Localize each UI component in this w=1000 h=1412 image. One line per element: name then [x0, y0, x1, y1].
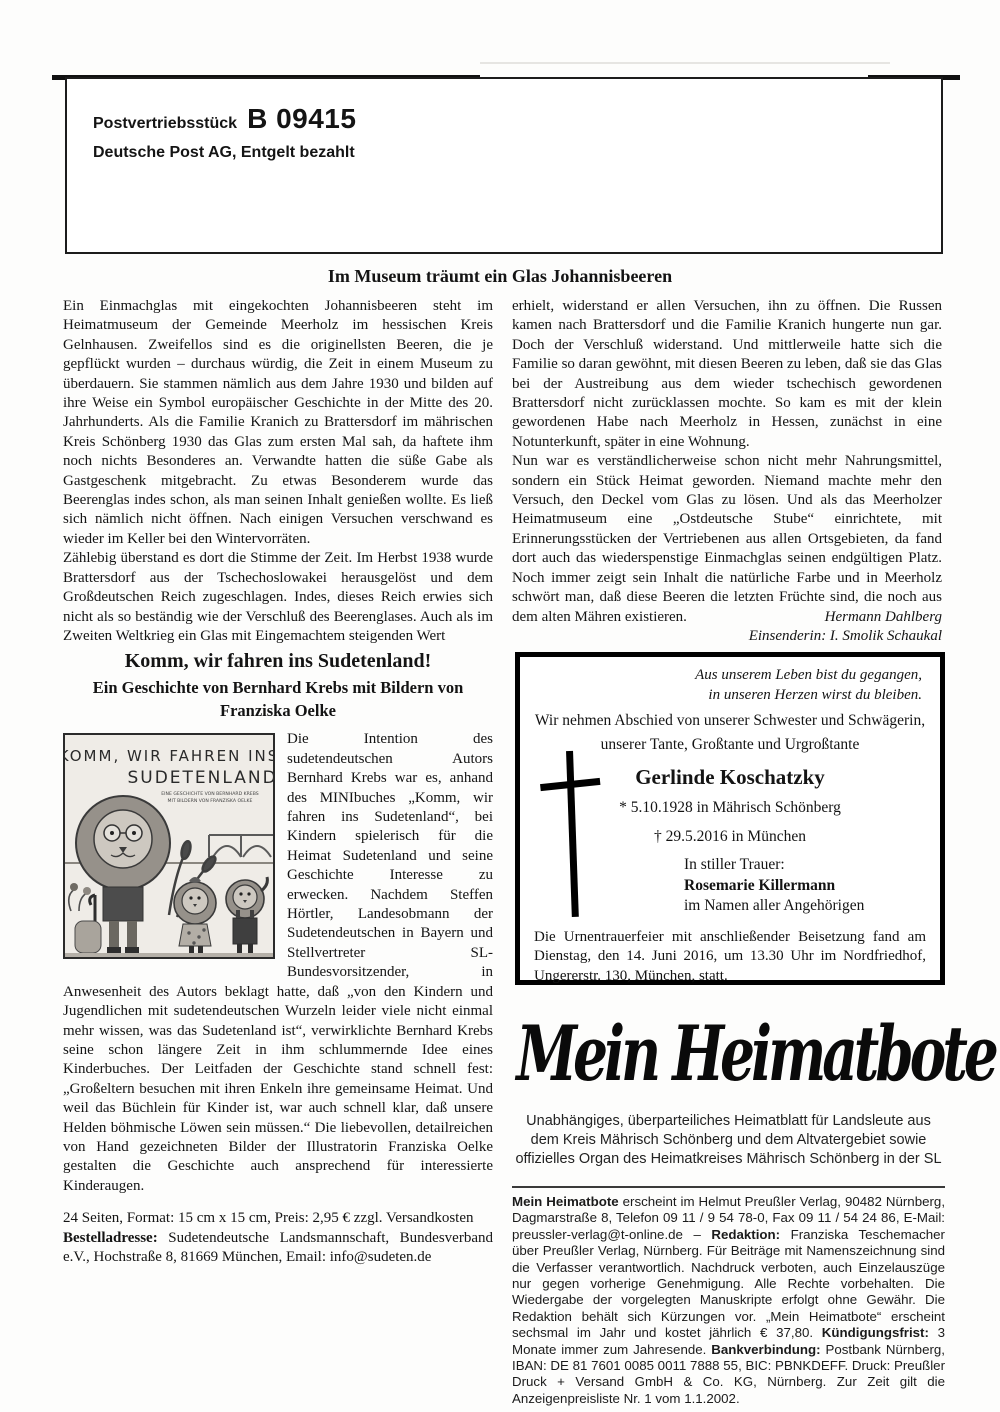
postal-notice-content [67, 79, 941, 162]
imprint-divider [512, 1186, 945, 1188]
tagline-line1: Unabhängiges, überparteiliches Heimatblatt für Landsleute aus [526, 1113, 931, 1129]
imprint-redaktion-label: Redaktion: [711, 1226, 781, 1242]
book-cover-illustration [65, 735, 273, 957]
postal-code: B 09415 [247, 103, 357, 134]
museum-paragraph-3: erhielt, widerstand er allen Versuchen, ihn zu öffnen. Die Russen kamen nach Brattersdorf und die Familie Kranich hungerte nun gar. Doch der Verschluß widerstand. Und mittlerweile hatte sich die Familie so daran gewöhnt, mit diesen Beeren zu leben, daß sie das Glas bei der Austreibung aus dem wieder tschechisch gewordenen Brattersdorf nicht zurücklassen mochte. So kam es mit der klein gewordenen Habe nach Meerholz in Hessen, zunächst in eine Notunterkunft, später in eine Wohnung. [512, 298, 942, 450]
imprint-text [512, 1194, 945, 1407]
mourning-intro: In stiller Trauer: [684, 856, 785, 873]
obituary-epitaph-line2: in unseren Herzen wirst du bleiben. [708, 687, 922, 703]
obituary-died-line: † 29.5.2016 in München [654, 828, 806, 845]
postal-paid-line: Deutsche Post AG, Entgelt bezahlt [93, 144, 355, 161]
museum-article-title: Im Museum träumt ein Glas Johannisbeeren [327, 266, 673, 286]
tagline-line3: offizielles Organ des Heimatkreises Mährisch Schönberg in der SL [515, 1151, 942, 1167]
masthead [512, 1010, 995, 1169]
sudetenland-subtitle: Ein Geschichte von Bernhard Krebs mit Bildern von Franziska Oelke [92, 678, 464, 721]
cover-title-line2: SUDETENLAND! [127, 768, 273, 789]
sudetenland-order-address [63, 1229, 493, 1268]
tagline-line2: dem Kreis Mährisch Schönberg und dem Altvatergebiet sowie [530, 1132, 927, 1148]
museum-article-column-right [512, 297, 942, 646]
imprint-publication-name: Mein Heimatbote [512, 1194, 619, 1209]
postal-line1 [93, 103, 941, 135]
imprint-redaktion-info: Franziska Teschemacher über Preußler Verlag, Nürnberg. Für Beiträge mit Namenszeichnung sind die Verfasser verantwortlich. Nachdruck verboten, auch Einzelauszüge nur gegen vorherige Genehmigung. Alle Rechte vorbehalten. Die Wiedergabe der vorgelegten Manuskripte erfolgt ohne Gewähr. Die Redaktion behält sich Kürzungen vor. „Mein Heimatbote“ erscheint sechsmal im Jahr und kostet jährlich € 37,80. [512, 1226, 945, 1341]
sudetenland-body: Die Intention des sudetendeutschen Autors Bernhard Krebs war es, anhand des MINIbuches „Komm, wir fahren ins Sudetenland“, bei Kindern spielerisch für die Heimat Sudetenland und seine Geschichte Interesse zu erwecken. Nachdem Steffen Hörtler, Landesobmann der Sudetendeutschen in Bayern und Stellvertreter SL-Bundesvorsitzender, in Anwesenheit des Autors beklagt hatte, daß „von den Kindern und Jugendlichen mit sudetendeutschen Wurzeln leider viele nicht einmal mehr wissen, was das Sudetenland ist“, verwirklichte Bernhard Krebs seine schon längere Zeit in ihm schlummernde Idee eines Kinderbuches. Der Leitfaden der Geschichte stand schnell fest: „Großeltern besuchen mit ihren Enkeln ihre gemeinsame Heimat. Und weil das Büchlein für Kinder ist, war auch schnell klar, daß unsere Helden böhmische Löwen sein müssen.“ Die liebevollen, detailreichen von Hand gezeichneten Bilder der Illustratorin Franziska Oelke gestalten die Geschichte auch ansprechend für interessierte Kinderaugen. [63, 731, 493, 1194]
imprint-publisher-info: erscheint im Helmut Preußler Verlag, 90482 Nürnberg, Dagmarstraße 8, Telefon 09 11 / 9 54 78-0, Fax 09 11 / 54 24 86, E-Mail: preussler-verlag@t-online.de – [512, 1194, 946, 1242]
sudetenland-title: Komm, wir fahren ins Sudetenland! [124, 650, 432, 672]
imprint-bankverbindung-label: Bankverbindung: [711, 1341, 821, 1357]
museum-paragraph-2: Zählebig überstand es dort die Stimme der Zeit. Im Herbst 1938 wurde Brattersdorf aus der Tschechoslowakei herausgelöst und dem Großdeutschen Reich zugeschlagen. Indes, dieses Reich erwies sich nicht als so beständig wie der Verschluß des Beerenglases. Auch als im Zweiten Weltkrieg ein Glas mit Eingemachtem steigenden Wert [63, 550, 493, 644]
obituary-intro-line1: Wir nehmen Abschied von unserer Schwester und Schwägerin, [534, 712, 926, 729]
mourner-name: Rosemarie Killermann [684, 876, 836, 894]
postal-notice-box [65, 77, 943, 254]
sudetenland-article [63, 652, 493, 1267]
obituary-mourning-block [684, 855, 926, 917]
obituary-epitaph-line1: Aus unserem Leben bist du gegangen, [695, 667, 922, 683]
mourning-suffix: im Namen aller Angehörigen [684, 897, 865, 914]
cover-credit-line2: MIT BILDERN VON FRANZISKA OELKE [167, 799, 253, 805]
museum-paragraph-4: Nun war es verständlicherweise schon nicht mehr Nahrungsmittel, sondern ein Stück Heimat geworden. Niemand machte mehr den Versuch, den Deckel vom Glas zu lösen. Und als das Meerholzer Heimatmuseum eine „Ostdeutsche Stube“ einrichtete, mit Erinnerungsstücken der Vertriebenen aus allen Ortsgebieten, da fand dort auch das wiederspenstige Einmachglas seinen endgültigen Platz. Noch immer zeigt sein Inhalt die natürliche Farbe und in Meerholz schwört man, daß diese Beeren die letzten Früchte sind, die noch aus dem alten Mähren existieren. [512, 453, 942, 625]
order-address-label: Bestelladresse: [63, 1229, 158, 1246]
cover-credit-line1: EINE GESCHICHTE VON BERNHARD KREBS [161, 792, 259, 798]
imprint-kuendigungsfrist-label: Kündigungsfrist: [821, 1325, 929, 1341]
obituary-intro-line2: unserer Tante, Großtante und Urgroßtante [600, 736, 860, 753]
cross-icon [540, 747, 604, 925]
lion-girl-illustration [174, 877, 216, 955]
obituary-name: Gerlinde Koschatzky [635, 765, 825, 789]
signature-author: Hermann Dahlberg [824, 608, 942, 625]
order-address-text: Sudetendeutsche Landsmannschaft, Bundesverband e.V., Hochstraße 8, 81669 München, Email: info@sudeten.de [63, 1229, 493, 1265]
obituary-born-line: * 5.10.1928 in Mährisch Schönberg [619, 799, 841, 816]
heimatbote-logo: Mein Heimatbote [516, 1010, 995, 1100]
book-cover [63, 733, 275, 959]
sudetenland-book-details: 24 Seiten, Format: 15 cm x 15 cm, Preis: 2,95 € zzgl. Versandkosten [63, 1210, 474, 1227]
scan-artifact-line [480, 62, 890, 64]
obituary-funeral-note: Die Urnentrauerfeier mit anschließender Beisetzung fand am Dienstag, den 14. Juni 2016, um 13.30 Uhr im Nordfriedhof, Ungererstr. 130, München, statt. [534, 928, 926, 984]
signature-sender: Einsenderin: I. Smolik Schaukal [748, 627, 942, 644]
obituary-box [515, 652, 945, 985]
imprint-bank-info: Postbank Nürnberg, IBAN: DE 81 7601 0085 0011 7888 55, BIC: PBNKDEFF. Druck: Preußler Druck + Versand GmbH & Co. KG, Nürnberg. Zur Zeit gilt die Anzeigenpreisliste Nr. 1 vom 1.1.2002. [512, 1341, 945, 1406]
postal-mark-label: Postvertriebsstück [93, 115, 238, 132]
imprint-kuendigungsfrist-info: 3 Monate immer zum Jahresende. [512, 1325, 945, 1357]
museum-paragraph-1: Ein Einmachglas mit eingekochten Johannisbeeren steht im Heimatmuseum der Gemeinde Meerholz im hessischen Kreis Gelnhausen. Zweifellos sind es die originellsten Beeren, die je gepflückt wurden – durchaus würdig, die Zeit in einem Museum zu überdauern. Sie stammen nämlich aus dem Jahre 1930 und bilden auf ihre Weise ein Symbol europäischer Geschichte in der Mitte des 20. Jahrhunderts. Als die Familie Kranich zu Brattersdorf im mährischen Kreis Schönberg 1930 das Glas zum ersten Mal sah, da haftete ihm noch nichts Besonderes an. Verwandte hatten die süße Gabe als Gastgeschenk mitgebracht. Zu etwas Besonderem wurde das Beerenglas indes schon, als man seinen Inhalt genießen wollte. Es ließ sich nämlich nicht öffnen. Nach einigen Versuchen verschwand es wieder im Keller bei den Wintervorräten. [63, 298, 493, 547]
museum-article-column-left [63, 297, 493, 646]
cover-title-line1: KOMM, WIR FAHREN INS [65, 747, 273, 766]
